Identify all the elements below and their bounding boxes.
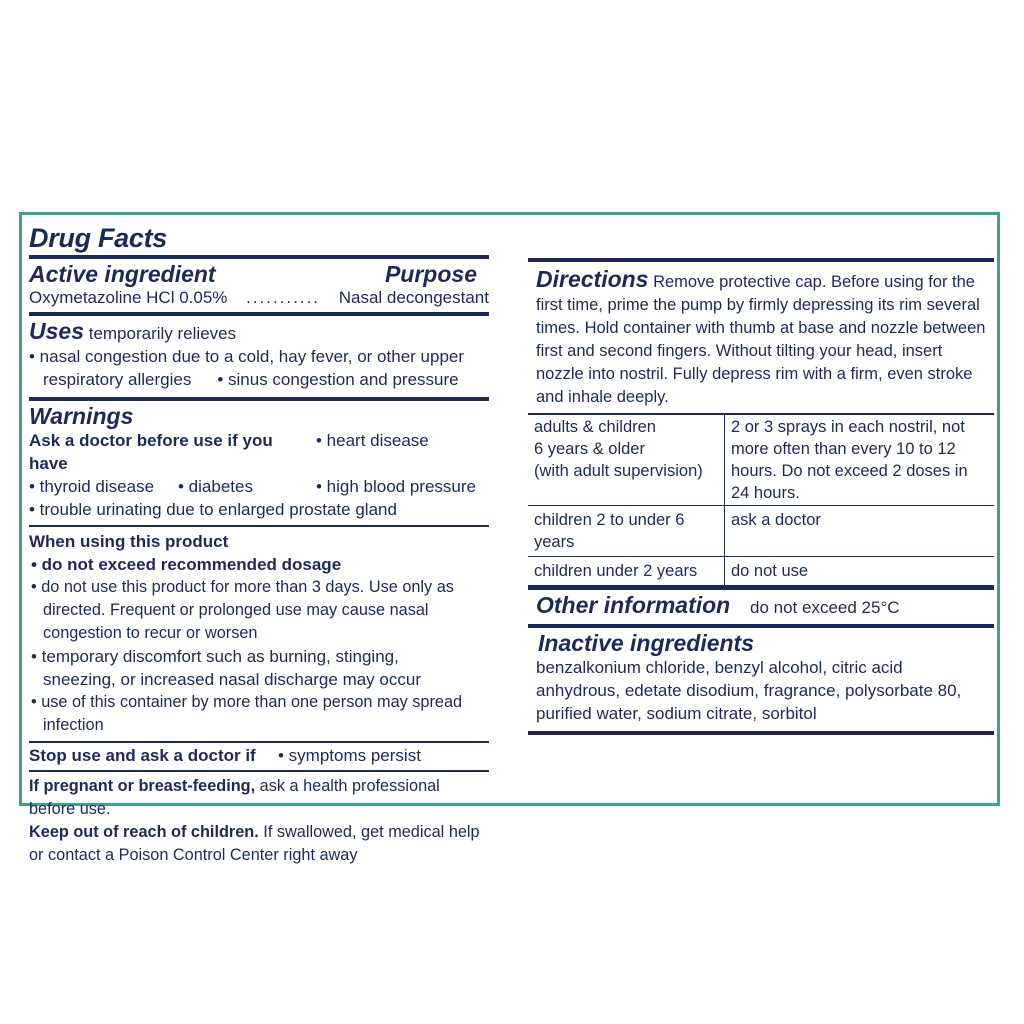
when-using-item: • temporary discomfort such as burning, stinging, sneezing, or increased nasal discharge may occur — [31, 647, 421, 689]
stop-use-label: Stop use and ask a doctor if — [29, 746, 256, 765]
divider — [528, 624, 994, 628]
directions-text-block — [528, 266, 994, 409]
pregnancy-warning — [29, 775, 489, 821]
keep-out-warning — [29, 821, 484, 867]
directions-table — [528, 415, 994, 586]
stop-use-item: • symptoms persist — [278, 746, 421, 765]
table-cell-what: 2 or 3 sprays in each nostril, not more often than every 10 to 12 hours. Do not exceed 2 doses in 24 hours. — [725, 415, 995, 506]
condition-item: • diabetes — [178, 477, 253, 496]
when-using-item: • do not use this product for more than 3 days. Use only as directed. Frequent or prolonged use may cause nasal congestion to recur or worsen — [31, 578, 454, 642]
divider — [29, 255, 489, 259]
condition-item: • thyroid disease — [29, 477, 155, 496]
when-using-item: • use of this container by more than one person may spread infection — [31, 693, 463, 734]
divider — [528, 731, 994, 735]
uses-heading: Uses — [29, 318, 84, 344]
condition-item: • heart disease — [316, 431, 429, 450]
divider — [29, 741, 489, 743]
table-cell-who: children under 2 years — [528, 557, 725, 586]
active-ingredient-row — [29, 286, 489, 309]
divider — [29, 525, 489, 527]
table-cell-what: do not use — [725, 557, 995, 586]
divider — [528, 586, 994, 590]
table-row — [528, 415, 994, 506]
purpose-heading: Purpose — [384, 261, 477, 287]
directions-text: Remove protective cap. Before using for the first time, prime the pump by firmly depressing its rim several times. Hold container with thumb at base and nozzle between first and second fingers. Without tilting your head, insert nozzle into nostril. Fully depress rim with a firm, even stroke and inhale deeply. — [536, 273, 986, 406]
condition-item: • trouble urinating due to enlarged prostate gland — [29, 500, 397, 519]
active-header-row — [29, 261, 489, 287]
divider — [528, 258, 994, 262]
page-title: Drug Facts — [29, 223, 168, 253]
active-heading: Active ingredient — [29, 261, 216, 287]
right-column — [528, 258, 994, 735]
leader-dots: ........... — [246, 288, 321, 307]
uses-section — [29, 318, 489, 391]
uses-item-cont — [29, 368, 489, 391]
table-row — [528, 506, 994, 557]
table-row — [528, 557, 994, 586]
ingredient-purpose: Nasal decongestant — [338, 288, 489, 307]
pregnancy-text: ask a health professional before use. — [29, 777, 440, 818]
keep-out-label: Keep out of reach of children. — [29, 823, 259, 841]
when-using-item: • do not exceed recommended dosage — [31, 555, 342, 574]
other-info-heading: Other information — [536, 592, 731, 618]
keep-out-text: If swallowed, get medical help or contact a Poison Control Center right away — [29, 823, 480, 864]
table-cell-who: children 2 to under 6 years — [528, 506, 725, 557]
stop-use-row — [29, 744, 489, 767]
ingredient-name: Oxymetazoline HCl 0.05% — [29, 288, 228, 307]
inactive-text: benzalkonium chloride, benzyl alcohol, citric acid anhydrous, edetate disodium, fragrance, polysorbate 80, purified water, sodium citrate, sorbitol — [536, 658, 962, 723]
other-info-text: do not exceed 25°C — [750, 598, 900, 617]
divider — [29, 312, 489, 316]
pregnancy-label: If pregnant or breast-feeding, — [29, 777, 256, 795]
divider — [29, 770, 489, 772]
when-using-heading: When using this product — [29, 532, 229, 551]
ask-doctor-label: Ask a doctor before use if you have — [29, 431, 273, 473]
conditions-row — [29, 475, 489, 498]
inactive-heading: Inactive ingredients — [538, 630, 755, 656]
uses-intro: temporarily relieves — [88, 324, 237, 343]
left-column — [29, 222, 489, 867]
other-info-row — [528, 592, 994, 619]
warnings-heading: Warnings — [29, 403, 134, 429]
uses-item-text: respiratory allergies — [43, 370, 192, 389]
table-cell-what: ask a doctor — [725, 506, 995, 557]
condition-item: • high blood pressure — [316, 477, 476, 496]
uses-item: • sinus congestion and pressure — [217, 370, 459, 389]
directions-heading: Directions — [536, 266, 649, 292]
divider — [29, 397, 489, 401]
uses-item: • nasal congestion due to a cold, hay fever, or other upper — [29, 347, 465, 366]
table-cell-who: adults & children 6 years & older (with adult supervision) — [528, 415, 725, 506]
ask-doctor-row — [29, 429, 489, 475]
